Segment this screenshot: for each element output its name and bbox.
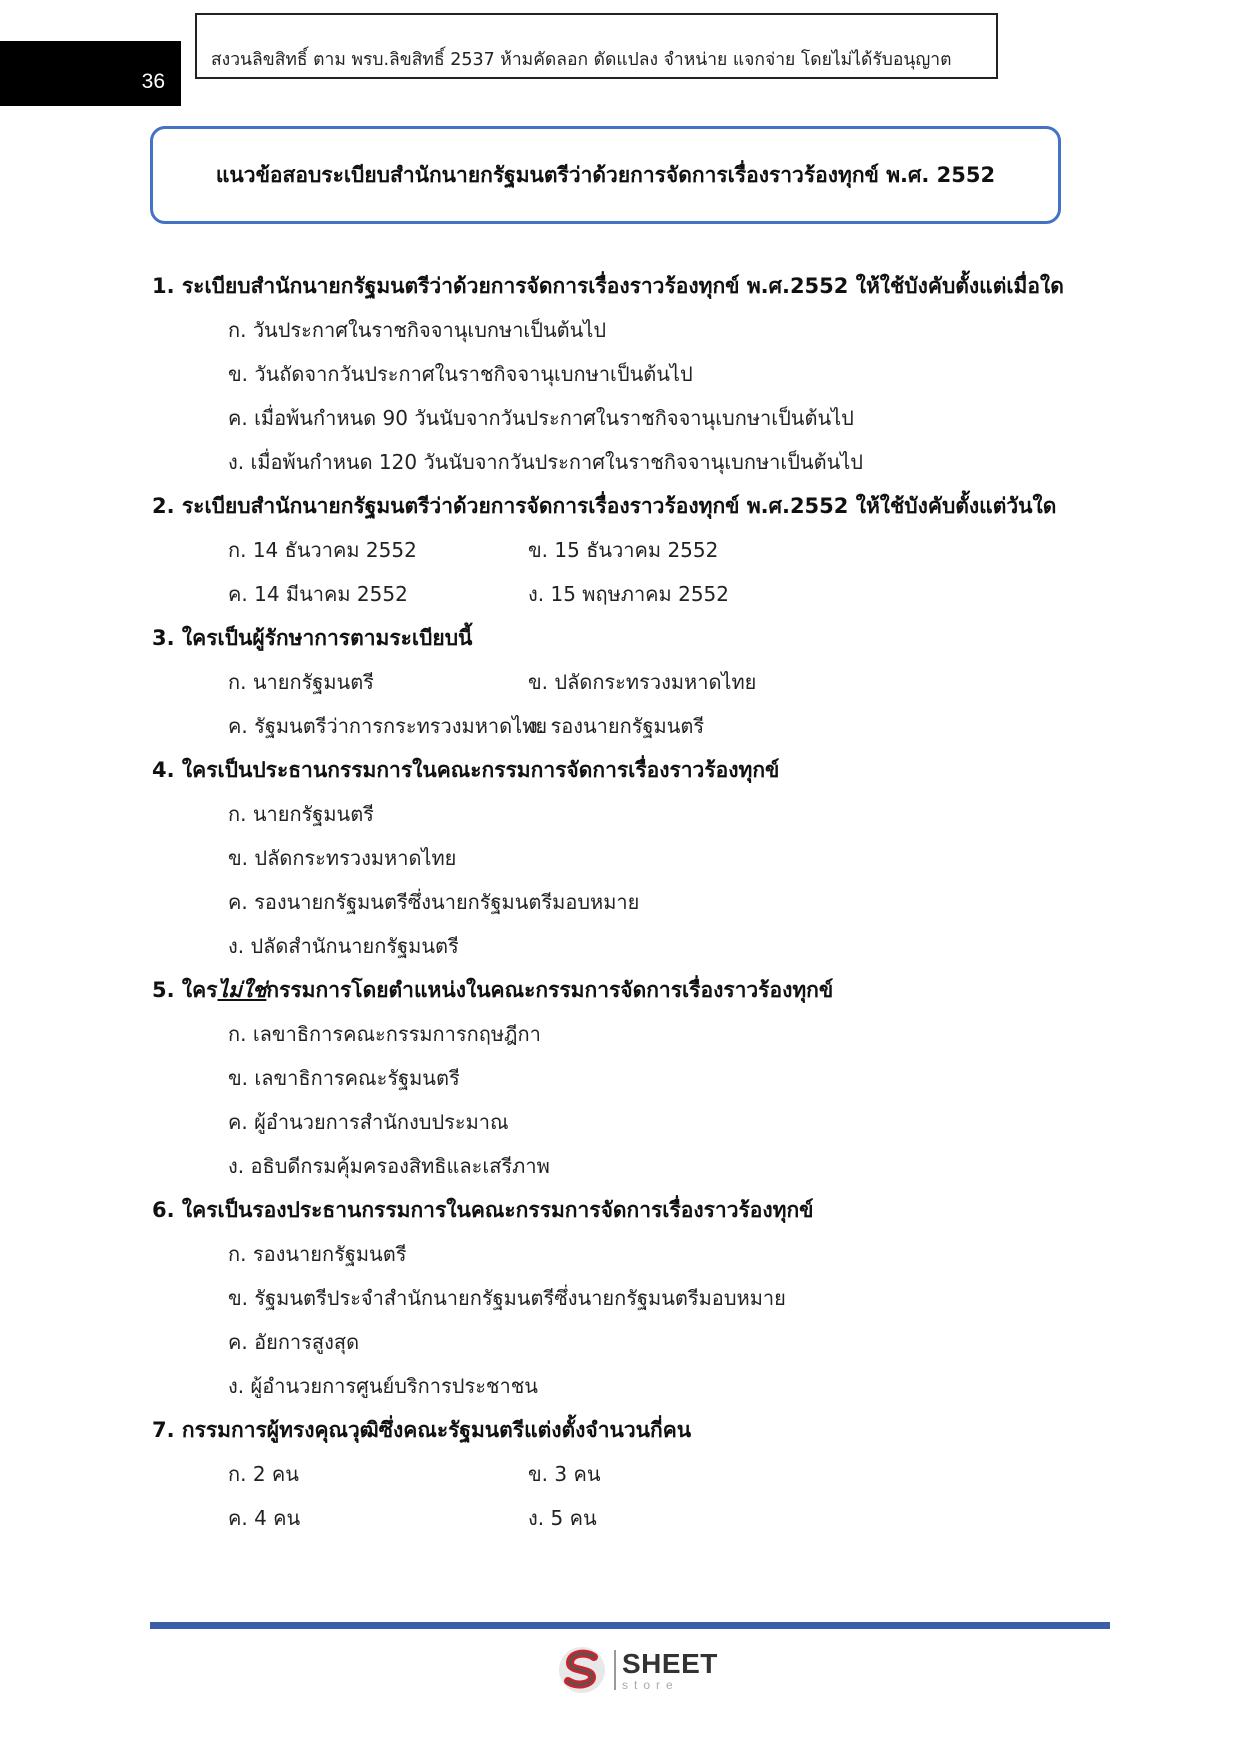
s-logo-icon [556,1644,608,1696]
option: ง. 15 พฤษภาคม 2552 [528,582,729,606]
option: ง. ผู้อำนวยการศูนย์บริการประชาชน [228,1374,538,1398]
option: ข. 3 คน [528,1462,601,1486]
option: ก. นายกรัฐมนตรี [228,802,374,826]
option: ง. 5 คน [528,1506,597,1530]
option-row [152,660,1092,704]
option: ง. อธิบดีกรมคุ้มครองสิทธิและเสรีภาพ [228,1154,550,1178]
option: ก. 14 ธันวาคม 2552 [228,538,417,562]
sheet-store-logo [556,1644,726,1696]
option: ข. เลขาธิการคณะรัฐมนตรี [228,1066,460,1090]
option: ง. เมื่อพ้นกำหนด 120 วันนับจากวันประกาศในราชกิจจานุเบกษาเป็นต้นไป [228,450,863,474]
footer-rule [150,1622,1110,1629]
question-1: 1. ระเบียบสำนักนายกรัฐมนตรีว่าด้วยการจัดการเรื่องราวร้องทุกข์ พ.ศ.2552 ให้ใช้บังคับตั้งแต่เมื่อใด [152,274,1064,298]
option: ข. 15 ธันวาคม 2552 [528,538,719,562]
logo-separator [614,1650,616,1690]
option: ค. รัฐมนตรีว่าการกระทรวงมหาดไทย [228,714,548,738]
question-2: 2. ระเบียบสำนักนายกรัฐมนตรีว่าด้วยการจัดการเรื่องราวร้องทุกข์ พ.ศ.2552 ให้ใช้บังคับตั้งแต่วันใด [152,494,1057,518]
option: ข. ปลัดกระทรวงมหาดไทย [528,670,757,694]
page-title: แนวข้อสอบระเบียบสำนักนายกรัฐมนตรีว่าด้วยการจัดการเรื่องราวร้องทุกข์ พ.ศ. 2552 [215,162,996,187]
option: ค. ผู้อำนวยการสำนักงบประมาณ [228,1110,509,1134]
option: ค. รองนายกรัฐมนตรีซึ่งนายกรัฐมนตรีมอบหมาย [228,890,640,914]
question-6: 6. ใครเป็นรองประธานกรรมการในคณะกรรมการจัดการเรื่องราวร้องทุกข์ [152,1198,814,1222]
option: ก. เลขาธิการคณะกรรมการกฤษฎีกา [228,1022,541,1046]
question-3: 3. ใครเป็นผู้รักษาการตามระเบียบนี้ [152,626,473,650]
option-row [152,1496,1092,1540]
option-row [152,528,1092,572]
option-row [152,1452,1092,1496]
question-list [152,264,1092,1540]
logo-sub-text: store [622,1677,679,1692]
option: ก. 2 คน [228,1462,299,1486]
option: ข. รัฐมนตรีประจำสำนักนายกรัฐมนตรีซึ่งนายกรัฐมนตรีมอบหมาย [228,1286,786,1310]
page-number: 36 [141,70,165,93]
option: ก. นายกรัฐมนตรี [228,670,374,694]
option: ง. ปลัดสำนักนายกรัฐมนตรี [228,934,459,958]
option-row [152,572,1092,616]
copyright-notice: สงวนลิขสิทธิ์ ตาม พรบ.ลิขสิทธิ์ 2537 ห้ามคัดลอก ดัดแปลง จำหน่าย แจกจ่าย โดยไม่ได้รับอนุญาต [211,50,952,70]
title-box [150,126,1061,224]
option: ค. 14 มีนาคม 2552 [228,582,408,606]
logo-wordmark [622,1647,718,1692]
option: ง. รองนายกรัฐมนตรี [528,714,705,738]
option: ก. รองนายกรัฐมนตรี [228,1242,407,1266]
option: ค. อัยการสูงสุด [228,1330,360,1354]
question-4: 4. ใครเป็นประธานกรรมการในคณะกรรมการจัดการเรื่องราวร้องทุกข์ [152,758,780,782]
copyright-notice-box [195,13,998,79]
page-number-tab [0,41,181,106]
logo-main-text: SHEET [622,1647,718,1679]
option: ก. วันประกาศในราชกิจจานุเบกษาเป็นต้นไป [228,318,607,342]
negation-emphasis: ไม่ใช่ [217,978,267,1002]
option: ค. เมื่อพ้นกำหนด 90 วันนับจากวันประกาศในราชกิจจานุเบกษาเป็นต้นไป [228,406,854,430]
question-7: 7. กรรมการผู้ทรงคุณวุฒิซึ่งคณะรัฐมนตรีแต่งตั้งจำนวนกี่คน [152,1418,692,1442]
option: ค. 4 คน [228,1506,301,1530]
option: ข. ปลัดกระทรวงมหาดไทย [228,846,457,870]
question-text: 5. ใคร [152,978,218,1002]
question-text: กรรมการโดยตำแหน่งในคณะกรรมการจัดการเรื่องราวร้องทุกข์ [266,978,834,1002]
question-5 [152,968,1092,1012]
option-row [152,704,1092,748]
option: ข. วันถัดจากวันประกาศในราชกิจจานุเบกษาเป็นต้นไป [228,362,693,386]
